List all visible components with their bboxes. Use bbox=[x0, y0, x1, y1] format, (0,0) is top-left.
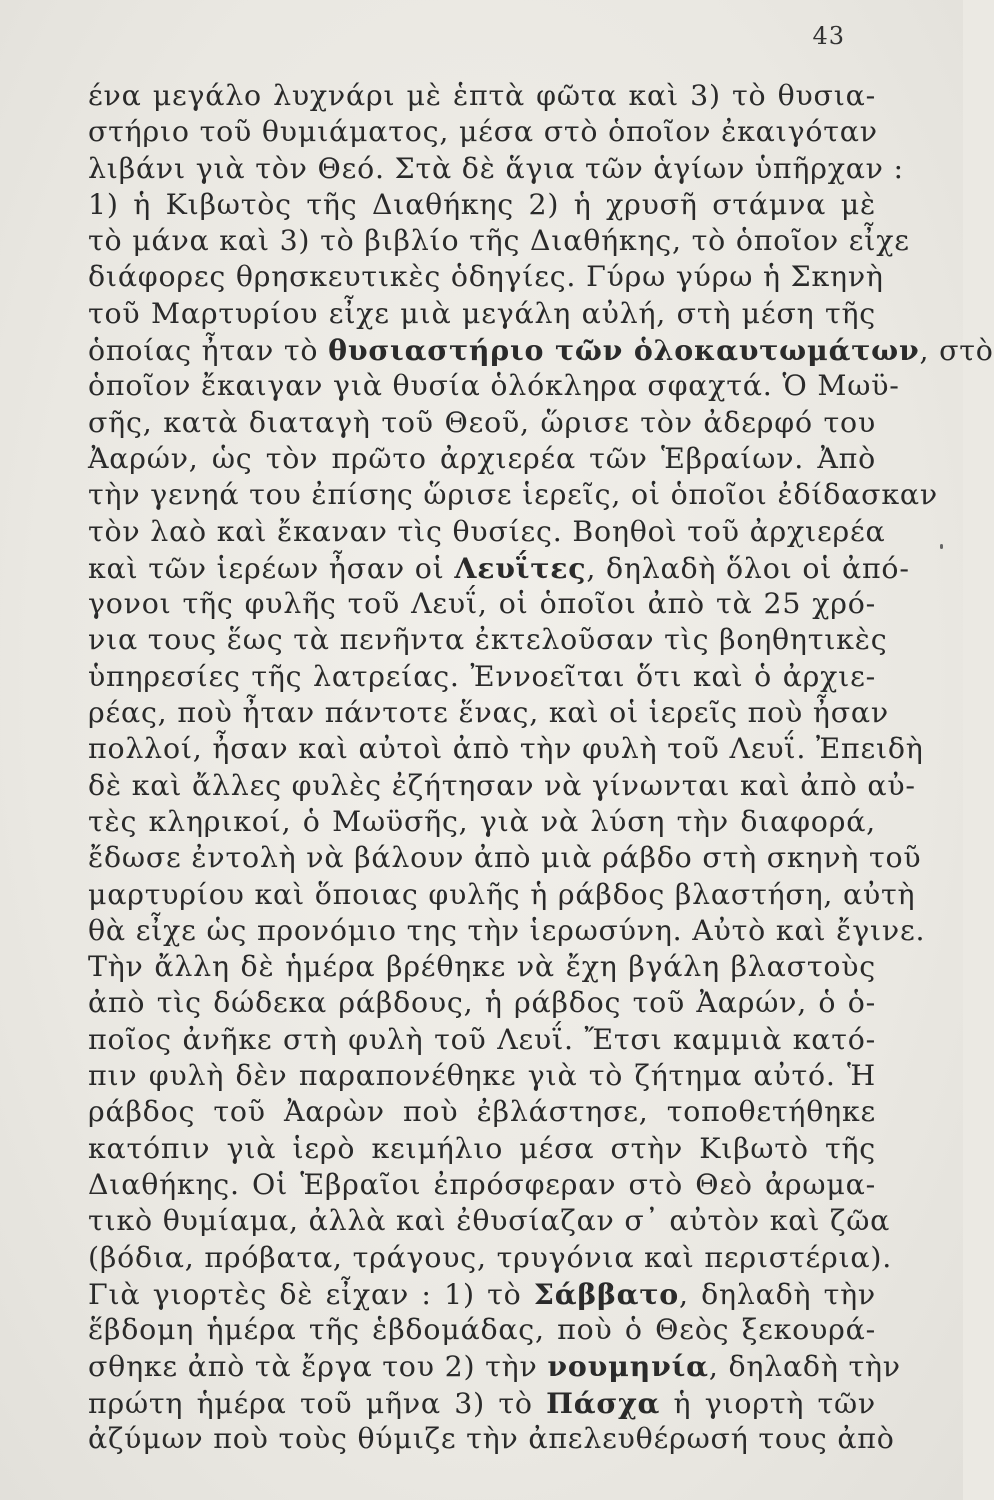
line-text: πολλοί, ἦσαν καὶ αὐτοὶ ἀπὸ τὴν φυλὴ τοῦ Λευΐ. Ἐπειδὴ bbox=[88, 732, 924, 766]
line-text: νια τους ἕως τὰ πενῆντα ἐκτελοῦσαν τὶς βοηθητικὲς bbox=[88, 623, 888, 657]
text-line bbox=[88, 368, 900, 404]
text-line bbox=[88, 1022, 876, 1058]
text-line bbox=[88, 332, 994, 368]
text-line bbox=[88, 659, 876, 695]
body-text bbox=[88, 78, 994, 1457]
text-line bbox=[88, 405, 876, 441]
line-text: Διαθήκης. Οἱ Ἑβραῖοι ἐπρόσφεραν στὸ Θεὸ ἀρωμα- bbox=[88, 1167, 876, 1201]
line-text: ἔδωσε ἐντολὴ νὰ βάλουν ἀπὸ μιὰ ράβδο στὴ σκηνὴ τοῦ bbox=[88, 841, 922, 875]
line-text: κατόπιν γιὰ ἱερὸ κειμήλιο μέσα στὴν Κιβωτὸ τῆς bbox=[88, 1131, 876, 1165]
line-text: ρέας, ποὺ ἦταν πάντοτε ἕνας, καὶ οἱ ἱερεῖς ποὺ ἦσαν bbox=[88, 696, 889, 730]
text-line bbox=[88, 804, 876, 840]
line-text: ἀπὸ τὶς δώδεκα ράβδους, ἡ ράβδος τοῦ Ἀαρών, ὁ ὁ- bbox=[88, 986, 876, 1020]
line-text: ὁποῖον ἔκαιγαν γιὰ θυσία ὁλόκληρα σφαχτά. Ὁ Μωϋ- bbox=[88, 369, 900, 403]
text-line bbox=[88, 695, 889, 731]
text-line bbox=[88, 768, 916, 804]
line-text: ἀζύμων ποὺ τοὺς θύμιζε τὴν ἀπελευθέρωσή τους ἀπὸ bbox=[88, 1421, 895, 1455]
line-text: ράβδος τοῦ Ἀαρὼν ποὺ ἐβλάστησε, τοποθετήθηκε bbox=[88, 1095, 876, 1129]
text-line bbox=[88, 622, 888, 658]
line-text: διάφορες θρησκευτικὲς ὁδηγίες. Γύρω γύρω ἡ Σκηνὴ bbox=[88, 260, 884, 294]
bold-term: Σάββατο bbox=[533, 1276, 679, 1311]
line-text: στήριο τοῦ θυμιάματος, μέσα στὸ ὁποῖον ἐκαιγόταν bbox=[88, 115, 878, 149]
bold-term: νουμηνία bbox=[547, 1349, 709, 1384]
line-text: καὶ τῶν ἱερέων ἦσαν οἱ bbox=[88, 551, 455, 585]
text-line bbox=[88, 1276, 876, 1312]
line-text: τὴν γενηά του ἐπίσης ὥρισε ἱερεῖς, οἱ ὁποῖοι ἐδίδασκαν bbox=[88, 478, 938, 512]
text-line bbox=[88, 1240, 893, 1276]
line-text: 1) ἡ Κιβωτὸς τῆς Διαθήκης 2) ἡ χρυσῆ στάμνα μὲ bbox=[88, 187, 876, 221]
bold-term: Λευΐτες bbox=[454, 550, 587, 585]
line-text-tail: , στὸ bbox=[919, 334, 994, 368]
line-text: πιν φυλὴ δὲν παραπονέθηκε γιὰ τὸ ζήτημα αὐτό. Ἡ bbox=[88, 1059, 876, 1093]
line-text: ὑπηρεσίες τῆς λατρείας. Ἐννοεῖται ὅτι καὶ ὁ ἀρχιε- bbox=[88, 659, 876, 693]
bold-term: Πάσχα bbox=[546, 1385, 661, 1420]
text-line bbox=[88, 1385, 876, 1421]
line-text: πρώτη ἡμέρα τοῦ μῆνα 3) τὸ bbox=[88, 1386, 547, 1420]
line-text: ὁποίας ἦταν τὸ bbox=[88, 334, 329, 368]
line-text: σῆς, κατὰ διαταγὴ τοῦ Θεοῦ, ὥρισε τὸν ἀδερφό του bbox=[88, 405, 876, 439]
text-line bbox=[88, 259, 884, 295]
line-text-tail: ἡ γιορτὴ τῶν bbox=[660, 1386, 876, 1420]
text-line bbox=[88, 151, 904, 187]
line-text: τοῦ Μαρτυρίου εἶχε μιὰ μεγάλη αὐλή, στὴ μέση τῆς bbox=[88, 296, 876, 330]
line-text: Τὴν ἄλλη δὲ ἡμέρα βρέθηκε νὰ ἔχη βγάλη βλαστοὺς bbox=[88, 950, 876, 984]
line-text: τὸν λαὸ καὶ ἔκαναν τὶς θυσίες. Βοηθοὶ τοῦ ἀρχιερέα bbox=[88, 514, 886, 548]
line-text: ποῖος ἀνῆκε στὴ φυλὴ τοῦ Λευΐ. Ἔτσι καμμιὰ κατό- bbox=[88, 1022, 876, 1056]
line-text: τικὸ θυμίαμα, ἀλλὰ καὶ ἐθυσίαζαν σ᾽ αὐτὸν καὶ ζῶα bbox=[88, 1204, 891, 1238]
text-line bbox=[88, 1058, 876, 1094]
text-line bbox=[88, 1421, 895, 1457]
line-text: δὲ καὶ ἄλλες φυλὲς ἐζήτησαν νὰ γίνωνται καὶ ἀπὸ αὐ- bbox=[88, 768, 916, 802]
text-line bbox=[88, 1203, 891, 1239]
line-text: Γιὰ γιορτὲς δὲ εἶχαν : 1) τὸ bbox=[88, 1277, 534, 1311]
text-line bbox=[88, 477, 938, 513]
line-text: Ἀαρών, ὡς τὸν πρῶτο ἀρχιερέα τῶν Ἑβραίων. Ἀπὸ bbox=[88, 441, 876, 475]
bold-term: θυσιαστήριο τῶν ὁλοκαυτωμάτων bbox=[328, 333, 920, 368]
line-text: θὰ εἶχε ὡς προνόμιο της τὴν ἱερωσύνη. Αὐτὸ καὶ ἔγινε. bbox=[88, 913, 926, 947]
text-line bbox=[88, 949, 876, 985]
line-text: ἕβδομη ἡμέρα τῆς ἑβδομάδας, ποὺ ὁ Θεὸς ξεκουρά- bbox=[88, 1313, 876, 1347]
line-text: λιβάνι γιὰ τὸν Θεό. Στὰ δὲ ἅγια τῶν ἁγίων ὑπῆρχαν : bbox=[88, 151, 904, 185]
line-text-tail: , δηλαδὴ ὅλοι οἱ ἀπό- bbox=[586, 551, 910, 585]
line-text: γονοι τῆς φυλῆς τοῦ Λευΐ, οἱ ὁποῖοι ἀπὸ τὰ 25 χρό- bbox=[88, 587, 876, 621]
text-line bbox=[88, 586, 876, 622]
text-line bbox=[88, 1131, 876, 1167]
text-line bbox=[88, 114, 876, 150]
text-line bbox=[88, 985, 876, 1021]
text-line bbox=[88, 514, 886, 550]
line-text: τὸ μάνα καὶ 3) τὸ βιβλίο τῆς Διαθήκης, τὸ ὁποῖον εἶχε bbox=[88, 224, 910, 258]
text-line bbox=[88, 877, 916, 913]
text-line bbox=[88, 1167, 876, 1203]
text-line bbox=[88, 223, 910, 259]
line-text: τὲς κληρικοί, ὁ Μωϋσῆς, γιὰ νὰ λύση τὴν διαφορά, bbox=[88, 804, 876, 838]
text-line bbox=[88, 441, 876, 477]
line-text: ένα μεγάλο λυχνάρι μὲ ἑπτὰ φῶτα καὶ 3) τὸ θυσια- bbox=[88, 79, 876, 112]
text-line bbox=[88, 840, 922, 876]
text-line bbox=[88, 296, 876, 332]
text-line bbox=[88, 187, 876, 223]
text-line bbox=[88, 1348, 901, 1384]
text-line bbox=[88, 913, 926, 949]
text-line bbox=[88, 1312, 876, 1348]
page-number: 43 bbox=[812, 22, 845, 50]
text-line bbox=[88, 731, 924, 767]
text-line bbox=[88, 78, 876, 114]
text-line bbox=[88, 1094, 876, 1130]
print-speck bbox=[940, 544, 943, 549]
line-text-tail: , δηλαδὴ τὴν bbox=[678, 1277, 876, 1311]
line-text: μαρτυρίου καὶ ὅποιας φυλῆς ἡ ράβδος βλαστήση, αὐτὴ bbox=[88, 877, 916, 911]
line-text: σθηκε ἀπὸ τὰ ἔργα του 2) τὴν bbox=[88, 1350, 548, 1384]
text-line bbox=[88, 550, 910, 586]
line-text-tail: , δηλαδὴ τὴν bbox=[708, 1350, 901, 1384]
line-text: (βόδια, πρόβατα, τράγους, τρυγόνια καὶ περιστέρια). bbox=[88, 1240, 893, 1274]
